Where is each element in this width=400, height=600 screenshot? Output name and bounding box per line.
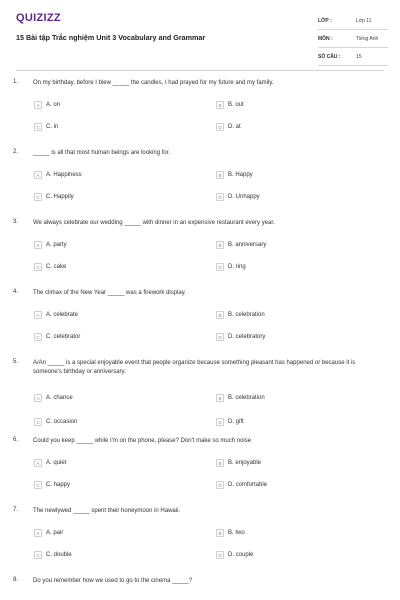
option-label: B. celebration: [228, 395, 265, 401]
option-label: C. happy: [46, 482, 71, 488]
option-letter-box: D: [216, 551, 224, 559]
option-letter-box: B: [216, 311, 224, 319]
option-a[interactable]: [34, 171, 82, 179]
meta-row-class: [318, 12, 388, 30]
option-d[interactable]: [216, 263, 246, 271]
option-letter-box: D: [216, 193, 224, 201]
meta-row-count: [318, 48, 388, 66]
question-text: The climax of the New Year _____ was a firework display.: [33, 290, 186, 296]
option-label: C. occasion: [46, 419, 78, 425]
question-text: Could you keep _____ while I'm on the phone, please? Don't make so much noise: [33, 438, 252, 444]
question-text: _____ is all that most human beings are looking for.: [33, 150, 171, 156]
option-b[interactable]: [216, 529, 245, 537]
option-d[interactable]: [216, 418, 244, 426]
option-letter-box: C: [34, 551, 42, 559]
option-letter-box: B: [216, 241, 224, 249]
option-d[interactable]: [216, 481, 267, 489]
option-d[interactable]: [216, 123, 241, 131]
option-letter-box: B: [216, 101, 224, 109]
option-d[interactable]: [216, 551, 253, 559]
option-label: A. Happiness: [46, 172, 82, 178]
option-b[interactable]: [216, 101, 244, 109]
option-letter-box: B: [216, 529, 224, 537]
option-label: D. ring: [228, 264, 246, 270]
meta-label: LỚP :: [318, 17, 332, 24]
option-label: C. in: [46, 124, 59, 130]
option-label: A. celebrate: [46, 312, 79, 318]
option-letter-box: A: [34, 241, 42, 249]
option-letter-box: D: [216, 418, 224, 426]
option-c[interactable]: [34, 333, 80, 341]
option-letter-box: A: [34, 171, 42, 179]
option-label: B. anniversary: [228, 242, 267, 248]
quizizz-logo: QUIZIZZ: [16, 12, 61, 24]
question-text: The newlywed _____ spent their honeymoon in Hawaii.: [33, 508, 181, 514]
header: [0, 0, 400, 70]
option-letter-box: C: [34, 193, 42, 201]
option-letter-box: D: [216, 123, 224, 131]
question-text: A/An _____ is a special enjoyable event that people organize because something pleasant has happened or because it is someone's birthday or anniversary.: [33, 360, 356, 375]
meta-value: Tiếng Anh: [356, 35, 379, 42]
question-number: 7.: [13, 507, 19, 513]
option-letter-box: C: [34, 263, 42, 271]
meta-label: MÔN :: [318, 35, 333, 42]
option-label: D. at: [228, 124, 241, 130]
option-letter-box: A: [34, 394, 42, 402]
header-divider: [16, 70, 384, 71]
question-number: 2.: [13, 149, 19, 155]
question-text: On my birthday, before I blew _____ the candles, I had prayed for my future and my family.: [33, 80, 274, 86]
option-a[interactable]: [34, 459, 66, 467]
option-label: B. celebration: [228, 312, 265, 318]
option-d[interactable]: [216, 193, 260, 201]
option-a[interactable]: [34, 394, 73, 402]
option-label: A. pair: [46, 530, 64, 536]
option-a[interactable]: [34, 101, 60, 109]
option-c[interactable]: [34, 193, 74, 201]
meta-label: SỐ CÂU :: [318, 53, 341, 60]
option-label: D. gift: [228, 419, 244, 425]
option-label: B. Happy: [228, 172, 253, 178]
option-letter-box: B: [216, 459, 224, 467]
option-d[interactable]: [216, 333, 265, 341]
meta-row-subject: [318, 30, 388, 48]
option-letter-box: D: [216, 481, 224, 489]
question-text: Do you remember how we used to go to the cinema _____?: [33, 578, 193, 584]
option-b[interactable]: [216, 241, 266, 249]
meta-value: 15: [356, 53, 362, 60]
option-a[interactable]: [34, 529, 63, 537]
option-label: D. comfortable: [228, 482, 268, 488]
question-text: We always celebrate our wedding _____ with dinner in an expensive restaurant every year.: [33, 220, 275, 226]
question-number: 4.: [13, 289, 19, 295]
option-letter-box: A: [34, 311, 42, 319]
option-label: C. Happily: [46, 194, 74, 200]
option-letter-box: A: [34, 101, 42, 109]
worksheet-title: 15 Bài tập Trắc nghiệm Unit 3 Vocabulary and Grammar: [16, 33, 206, 42]
option-label: A. on: [46, 102, 61, 108]
option-a[interactable]: [34, 241, 67, 249]
meta-value: Lớp 11: [356, 17, 372, 24]
question-number: 6.: [13, 437, 19, 443]
option-letter-box: B: [216, 394, 224, 402]
option-letter-box: C: [34, 481, 42, 489]
option-b[interactable]: [216, 459, 261, 467]
option-b[interactable]: [216, 311, 265, 319]
option-letter-box: D: [216, 263, 224, 271]
option-letter-box: B: [216, 171, 224, 179]
option-letter-box: D: [216, 333, 224, 341]
option-c[interactable]: [34, 123, 58, 131]
option-letter-box: C: [34, 333, 42, 341]
option-label: D. celebratory: [228, 334, 266, 340]
option-label: C. double: [46, 552, 72, 558]
option-letter-box: A: [34, 459, 42, 467]
option-label: C. cake: [46, 264, 67, 270]
question-number: 8.: [13, 577, 19, 583]
meta-table: [318, 12, 388, 66]
option-c[interactable]: [34, 418, 77, 426]
option-label: C. celebrator: [46, 334, 81, 340]
option-c[interactable]: [34, 481, 70, 489]
option-c[interactable]: [34, 551, 72, 559]
option-letter-box: C: [34, 123, 42, 131]
option-b[interactable]: [216, 394, 265, 402]
option-label: A. quiet: [46, 460, 67, 466]
question-number: 1.: [13, 79, 19, 85]
option-label: D. Unhappy: [228, 194, 260, 200]
option-label: B. enjoyable: [228, 460, 262, 466]
option-label: B. two: [228, 530, 245, 536]
option-a[interactable]: [34, 311, 78, 319]
option-label: A. chance: [46, 395, 73, 401]
option-letter-box: A: [34, 529, 42, 537]
option-letter-box: C: [34, 418, 42, 426]
question-number: 5.: [13, 359, 19, 365]
option-c[interactable]: [34, 263, 66, 271]
option-label: D. couple: [228, 552, 254, 558]
option-label: B. out: [228, 102, 244, 108]
question-number: 3.: [13, 219, 19, 225]
option-label: A. party: [46, 242, 67, 248]
option-b[interactable]: [216, 171, 253, 179]
